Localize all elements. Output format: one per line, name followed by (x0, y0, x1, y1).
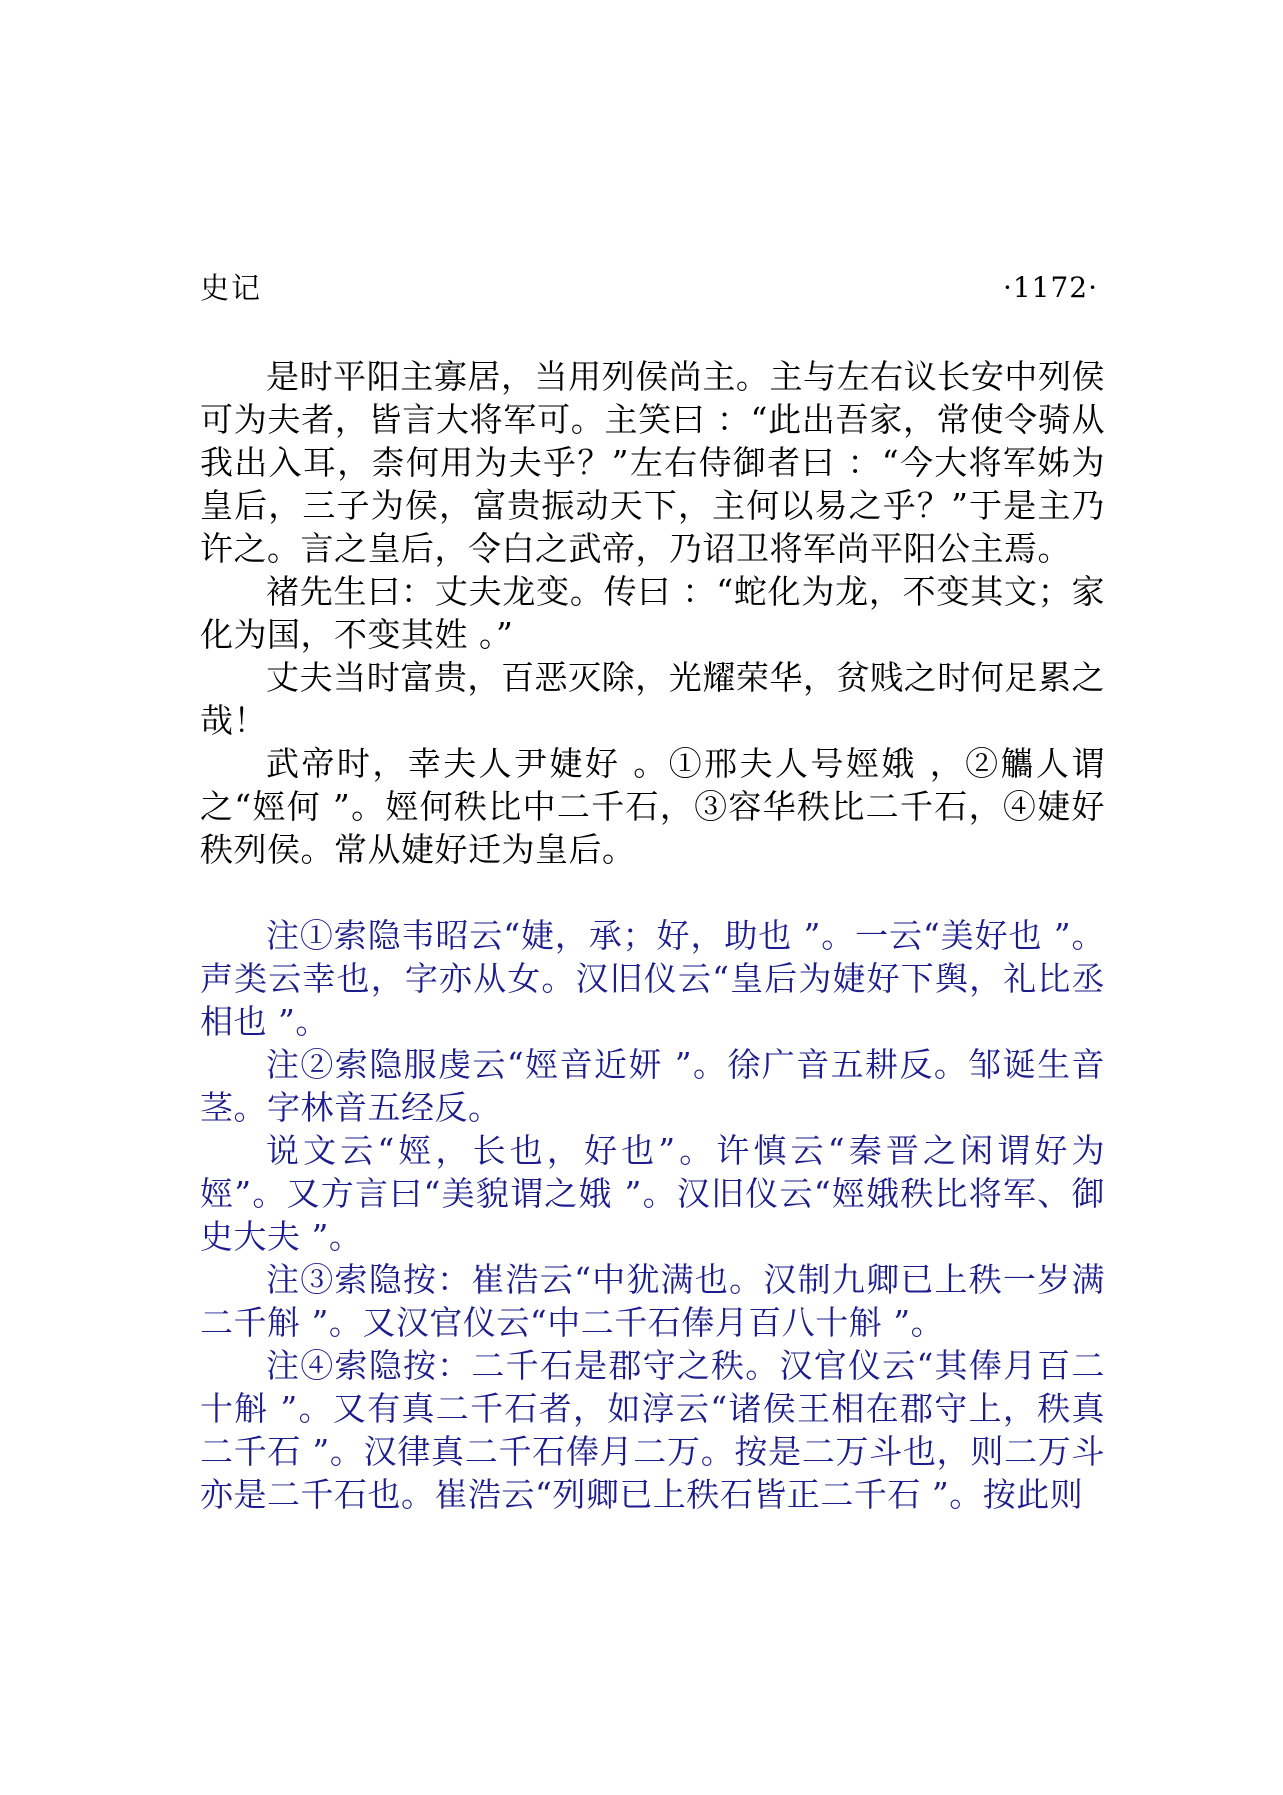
note-paragraph-3: 说文云“娙，长也，好也”。许慎云“秦晋之闲谓好为娙”。又方言曰“美貌谓之娥 ”。汉旧仪云“娙娥秩比将军、御史大夫 ”。 (200, 1131, 1105, 1256)
note-paragraph-4: 注③索隐按：崔浩云“中犹满也。汉制九卿已上秩一岁满二千斛 ”。又汉官仪云“中二千石俸月百八十斛 ”。 (200, 1260, 1105, 1342)
body-paragraph-3: 丈夫当时富贵，百恶灭除，光耀荣华，贫贱之时何足累之哉！ (200, 658, 1105, 740)
body-paragraph-2: 褚先生曰：丈夫龙变。传曰 ：“蛇化为龙，不变其文；家化为国，不变其姓 。” (200, 572, 1105, 654)
body-paragraph-4: 武帝时，幸夫人尹婕好 。①邢夫人号娙娥 ，②觿人谓之“娙何 ”。娙何秩比中二千石，③容华秩比二千石，④婕好秩列侯。常从婕好迁为皇后。 (200, 744, 1105, 869)
note-paragraph-5: 注④索隐按：二千石是郡守之秩。汉官仪云“其俸月百二十斛 ”。又有真二千石者，如淳云“诸侯王相在郡守上，秩真二千石 ”。汉律真二千石俸月二万。按是二万斗也，则二万斗亦是二千石也。崔浩云“列卿已上秩石皆正二千石 ”。按此则 (200, 1346, 1105, 1514)
page-number: ·1172· (1002, 271, 1098, 304)
body-paragraph-1: 是时平阳主寡居，当用列侯尚主。主与左右议长安中列侯可为夫者，皆言大将军可。主笑曰 ：“此出吾家，常使令骑从我出入耳，柰何用为夫乎？”左右侍御者曰 ：“今大将军姊为皇后，三子为侯，富贵振动天下，主何以易之乎？”于是主乃许之。言之皇后，令白之武帝，乃诏卫将军尚平阳公主焉。 (200, 357, 1105, 568)
annotation-section (200, 914, 1105, 1516)
note-paragraph-1: 注①索隐韦昭云“婕，承；好，助也 ”。一云“美好也 ”。声类云幸也，字亦从女。汉旧仪云“皇后为婕好下舆，礼比丞相也 ”。 (200, 916, 1105, 1041)
main-text-block (200, 355, 1105, 1516)
running-head-title: 史记 (200, 271, 263, 305)
note-paragraph-2: 注②索隐服虔云“娙音近妍 ”。徐广音五耕反。邹诞生音茎。字林音五经反。 (200, 1045, 1105, 1127)
